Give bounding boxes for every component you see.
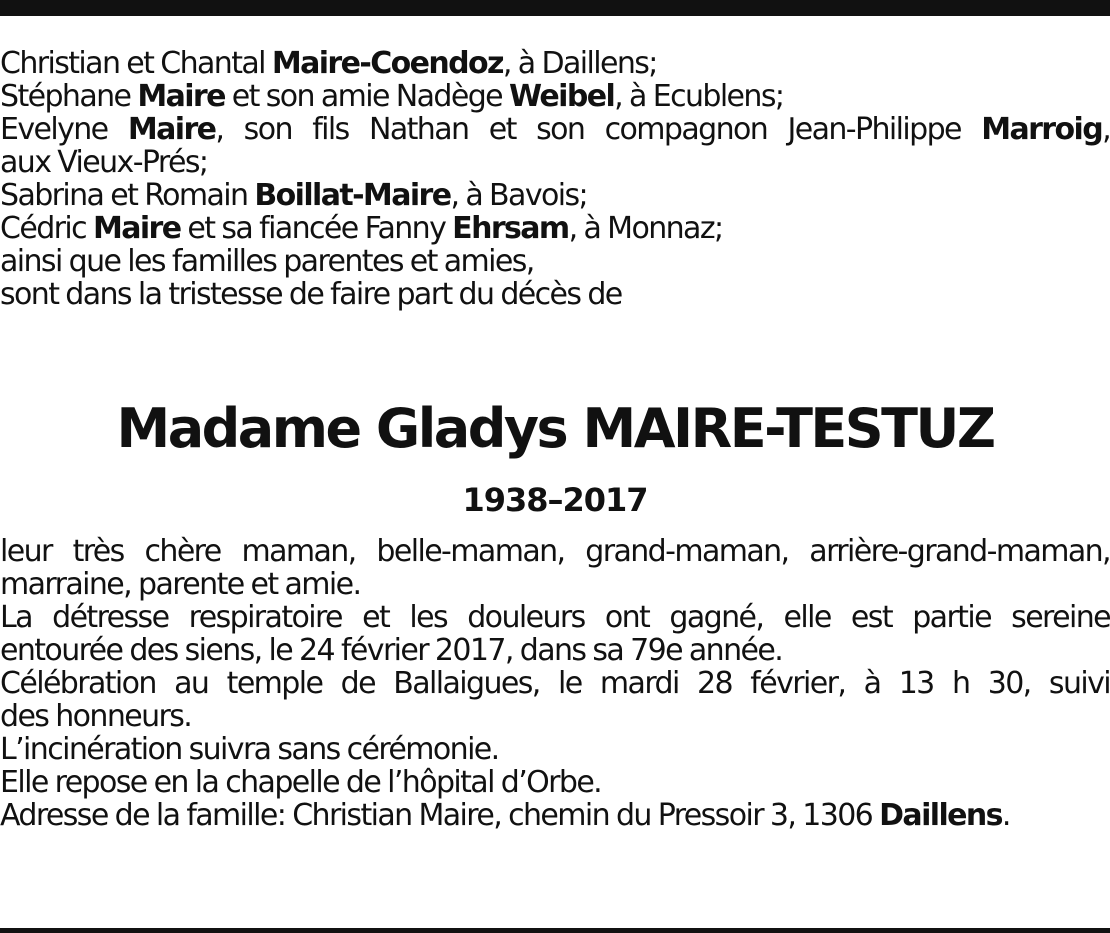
family-line: Christian et Chantal Maire-Coendoz, à Daillens; xyxy=(0,46,657,81)
body-line: Adresse de la famille: Christian Maire, chemin du Pressoir 3, 1306 Daillens. xyxy=(0,798,1010,833)
family-line: Sabrina et Romain Boillat-Maire, à Bavois; xyxy=(0,178,588,213)
notice-body xyxy=(0,535,1110,832)
family-line: Stéphane Maire et son amie Nadège Weibel, à Ecublens; xyxy=(0,79,784,114)
bottom-rule xyxy=(0,928,1110,933)
deceased-name: Madame Gladys MAIRE-TESTUZ xyxy=(116,397,994,460)
body-line: marraine, parente et amie. xyxy=(0,567,361,602)
family-line: sont dans la tristesse de faire part du décès de xyxy=(0,277,622,312)
top-rule xyxy=(0,0,1110,16)
body-line: Célébration au temple de Ballaigues, le mardi 28 février, à 13 h 30, suivi xyxy=(0,666,1110,701)
body-line: entourée des siens, le 24 février 2017, dans sa 79e année. xyxy=(0,633,783,668)
family-line: aux Vieux-Prés; xyxy=(0,145,208,180)
body-line: L’incinération suivra sans cérémonie. xyxy=(0,732,499,767)
life-years: 1938–2017 xyxy=(462,481,648,519)
body-line: La détresse respiratoire et les douleurs ont gagné, elle est partie sereine xyxy=(0,600,1110,635)
family-list xyxy=(0,47,1110,311)
family-line: Cédric Maire et sa fiancée Fanny Ehrsam, à Monnaz; xyxy=(0,211,723,246)
family-line: ainsi que les familles parentes et amies, xyxy=(0,244,534,279)
body-line: leur très chère maman, belle-maman, grand-maman, arrière-grand-maman, xyxy=(0,534,1110,569)
body-line: Elle repose en la chapelle de l’hôpital d’Orbe. xyxy=(0,765,602,800)
family-line: Evelyne Maire, son fils Nathan et son compagnon Jean-Philippe Marroig, xyxy=(0,112,1110,147)
body-line: des honneurs. xyxy=(0,699,192,734)
